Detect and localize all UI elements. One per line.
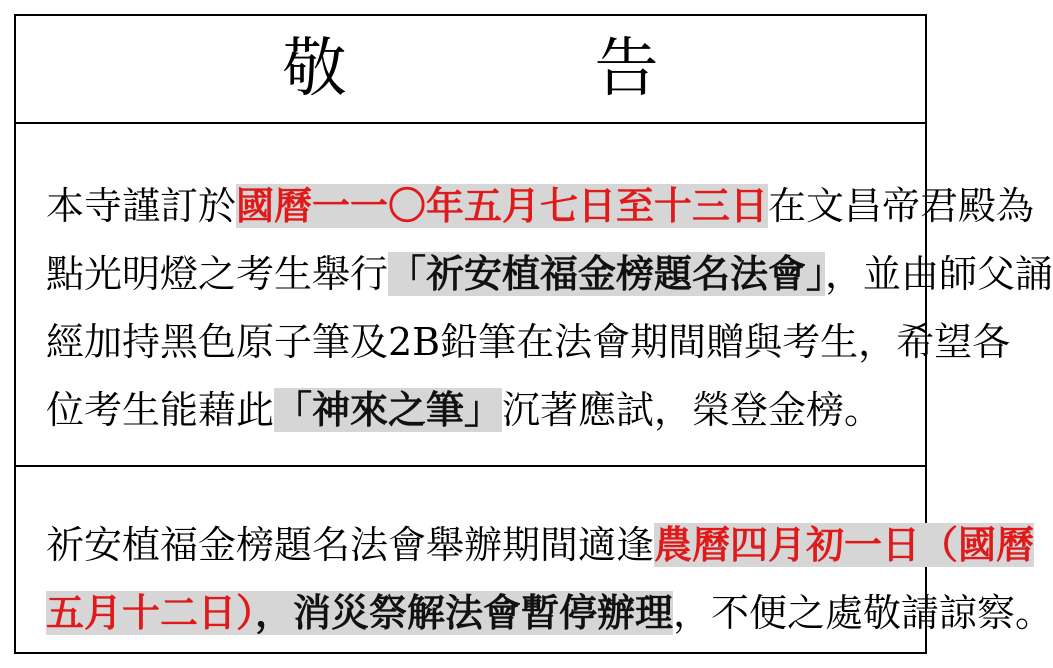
paragraph-2-line-2 (46, 579, 1053, 647)
paragraph-2-line-1 (46, 511, 1034, 579)
paragraph-1-line-2 (46, 240, 1053, 308)
text-location: 在文昌帝君殿為 (768, 184, 1035, 228)
text-wishes: 沉著應試，榮登金榜。 (502, 388, 883, 432)
text-period: 祈安植福金榜題名法會舉辦期間適逢 (46, 523, 655, 567)
paragraph-1-line-1 (46, 172, 1034, 240)
text-hold: 點光明燈之考生舉行 (46, 252, 389, 296)
text-students: 位考生能藉此 (46, 388, 275, 432)
paragraph-1-line-3 (46, 308, 1010, 376)
notice-paragraph-2 (16, 467, 1053, 652)
suspension-notice-highlight: ，消災祭解法會暫停辦理 (255, 591, 674, 635)
notice-paragraph-1 (16, 124, 1053, 467)
ceremony-name-highlight: 「祈安植福金榜題名法會」 (388, 252, 826, 296)
title-row (16, 16, 925, 124)
notice-title: 敬 告 (282, 32, 751, 106)
text-apology: ，不便之處敬請諒察。 (673, 591, 1053, 635)
text-pens: 經加持黑色原子筆及2B鉛筆在法會期間贈與考生，希望各 (46, 320, 1011, 364)
paragraph-1-line-4 (46, 376, 882, 444)
notice-frame (14, 14, 1053, 654)
solar-date-highlight: 五月十二日） (46, 591, 256, 635)
lunar-date-highlight: 農曆四月初一日（國曆 (654, 523, 1035, 567)
text-master: ，並由師父誦 (825, 252, 1053, 296)
text-intro: 本寺謹訂於 (46, 184, 237, 228)
divine-pen-highlight: 「神來之筆」 (274, 388, 503, 432)
ceremony-date-highlight: 國曆一一〇年五月七日至十三日 (236, 184, 769, 228)
